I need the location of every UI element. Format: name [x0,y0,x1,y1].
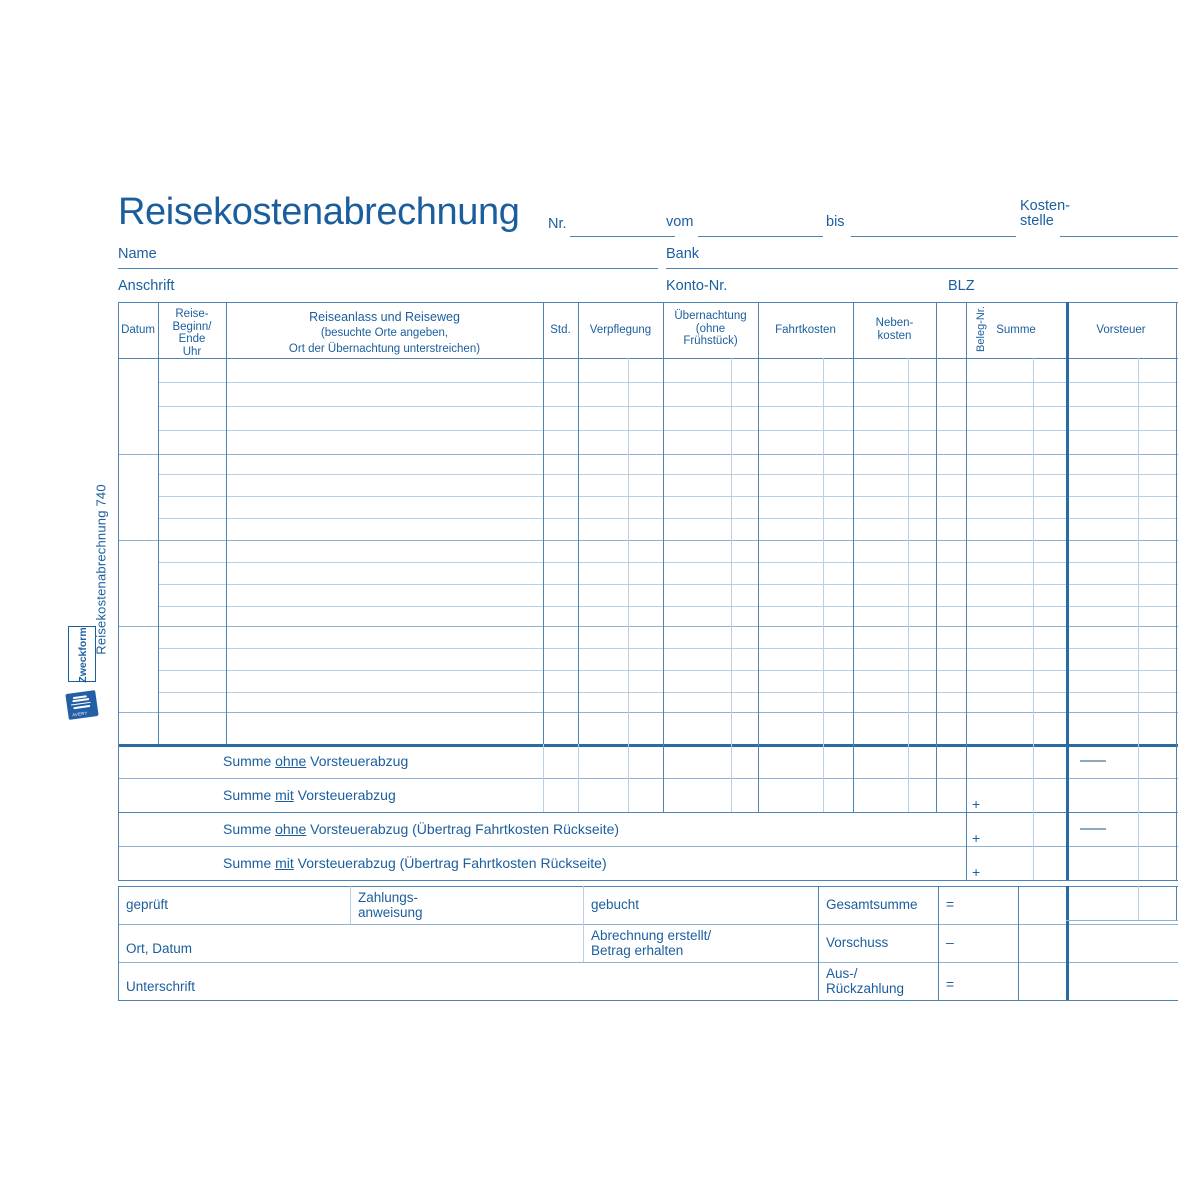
footer-label-geprueft: geprüft [126,897,169,912]
col-header-vorsteuer: Vorsteuer [1096,324,1146,336]
footer-col-op [938,886,939,1000]
footer-label-abrechnung: Abrechnung erstellt/ Betrag erhalten [591,928,712,958]
label-name: Name [118,246,157,262]
col-line-reise [226,302,227,744]
col-line-beleg [966,302,967,744]
row-line-sub-7 [158,648,1178,649]
footer-col-right [1176,886,1177,920]
row-line-mid-4 [158,670,1178,671]
row-line-sub-6 [158,606,1178,607]
summary-operator-4: + [972,864,981,880]
col-line-uebernachtung [758,302,759,744]
col-line-uebernachtung-cent [731,358,732,744]
col-header-uebernachtung: Übernachtung (ohne Frühstück) [674,310,747,347]
rule-vom [698,236,823,237]
vorsteuer-dash-row-3 [1080,828,1106,830]
summary-col-verpflegung-cent [628,744,629,812]
col-line-verpflegung-cent [628,358,629,744]
summary-col-verpflegung-a [578,744,579,812]
summary-line-1 [118,778,1178,779]
row-line-sub-8 [158,692,1178,693]
spine-title: Reisekostenabrechnung 740 [93,484,109,655]
footer-label-ort-datum: Ort, Datum [126,941,193,956]
label-bis: bis [826,214,845,230]
label-bank: Bank [666,246,700,262]
col-line-summe [1066,302,1069,744]
col-line-anlass [543,302,544,744]
summary-col-verpflegung [663,744,664,812]
label-blz: BLZ [948,278,975,294]
footer-label-unterschrift: Unterschrift [126,979,196,994]
avery-logo-icon [65,690,98,720]
row-line-sub-5 [158,562,1178,563]
kostenstelle-line1: Kosten- [1020,198,1070,214]
summary-col-nebenkosten [936,744,937,812]
col-line-std [578,302,579,744]
summary-operator-3: + [972,830,981,846]
row-line-major-2 [118,540,1178,541]
summary-row-label-1: Summe ohne Vorsteuerabzug [223,753,409,769]
zweckform-logo-box [68,626,96,682]
avery-wordmark: AVERY [71,710,88,718]
summary-col-std [543,744,544,812]
label-anschrift: Anschrift [118,278,175,294]
summary-col-beleg [966,744,967,880]
footer-label-zahlungsanweisung: Zahlungs- anweisung [358,890,423,920]
footer-col-zahlung [350,886,351,924]
rule-kostenstelle [1060,236,1178,237]
col-line-fahrtkosten-cent [823,358,824,744]
summary-line-4 [118,880,1178,881]
label-nr: Nr. [548,216,567,232]
footer-col-left [118,886,119,1000]
spine-branding [62,430,108,740]
col-line-verpflegung [663,302,664,744]
summary-line-2 [118,812,1178,813]
vorsteuer-dash-row-1 [1080,760,1106,762]
col-line-vorsteuer-cent [1138,358,1139,744]
col-header-std: Std. [550,324,571,336]
col-header-fahrtkosten: Fahrtkosten [775,324,836,336]
table-top-border [118,302,1178,303]
col-header-anlass: Reiseanlass und Reiseweg (besuchte Orte angeben, Ort der Übernachtung unterstreichen) [288,310,481,355]
col-header-nebenkosten: Neben- kosten [875,317,914,342]
footer-bottom-border [118,1000,1178,1001]
footer-col-summe [1066,886,1069,1000]
footer-col-gebucht [583,886,584,962]
fan-glyph [70,695,92,711]
col-line-nebenkosten [936,302,937,744]
summary-top-border [118,744,1178,747]
footer-label-gesamtsumme: Gesamtsumme [826,897,918,912]
footer-label-auszahlung: Aus-/ Rückzahlung [826,966,905,996]
col-line-right [1176,302,1177,744]
summary-line-3 [118,846,1178,847]
col-header-datum: Datum [121,324,155,336]
rule-bis [851,236,1016,237]
row-line-major-4 [118,712,1178,713]
row-line-mid-2 [158,496,1178,497]
row-line-mid-3 [158,584,1178,585]
rule-nr [570,236,675,237]
col-line-summe-cent [1033,358,1034,744]
summary-row-label-4: Summe mit Vorsteuerabzug (Übertrag Fahrtkosten Rückseite) [223,855,607,871]
summary-col-left [118,744,119,880]
summary-col-vorsteuer-cent [1138,744,1139,880]
zweckform-logo-text: Zweckform [77,627,89,683]
summary-col-summe-cent [1033,744,1034,880]
summary-col-uebernachtung-cent [731,744,732,812]
summary-col-uebernachtung [758,744,759,812]
footer-col-totals [818,886,819,1000]
col-line-datum [158,302,159,744]
form-header [118,192,1178,302]
summary-row-label-2: Summe mit Vorsteuerabzug [223,787,396,803]
footer-col-amount [1018,886,1019,1000]
row-line-sub-1 [158,382,1178,383]
col-header-summe: Summe [996,324,1036,336]
row-line-sub-2 [158,430,1178,431]
table-header-bottom [118,358,1178,359]
footer-col-vorsteuer-cent [1138,886,1139,920]
footer-op-vorschuss: – [946,934,954,950]
row-line-sub-4 [158,518,1178,519]
footer-op-gesamtsumme: = [946,896,955,912]
summary-col-summe [1066,744,1069,880]
row-line-sub-3 [158,474,1178,475]
summary-row-label-3: Summe ohne Vorsteuerabzug (Übertrag Fahrtkosten Rückseite) [223,821,620,837]
rule-name [118,268,658,269]
row-line-major-3 [118,626,1178,627]
summary-col-right [1176,744,1177,880]
label-kostenstelle [1020,199,1070,229]
col-line-nebenkosten-cent [908,358,909,744]
row-line-major-1 [118,454,1178,455]
col-header-reise: Reise- Beginn/ Ende Uhr [172,308,212,358]
row-line-mid-1 [158,406,1178,407]
kostenstelle-line2: stelle [1020,213,1054,229]
summary-col-neben-cent [908,744,909,812]
footer-label-vorschuss: Vorschuss [826,935,889,950]
label-vom: vom [666,214,694,230]
summary-col-fahrtkosten [853,744,854,812]
col-header-beleg-nr: Beleg-Nr. [975,306,987,352]
col-line-fahrtkosten [853,302,854,744]
footer-label-gebucht: gebucht [591,897,640,912]
footer-vorsteuer-line [1066,920,1178,921]
footer-op-auszahlung: = [946,976,955,992]
col-header-verpflegung: Verpflegung [589,324,652,336]
col-line-left [118,302,119,744]
page-title: Reisekostenabrechnung [118,191,520,233]
summary-col-fahrt-cent [823,744,824,812]
rule-bank [666,268,1178,269]
label-konto: Konto-Nr. [666,278,728,294]
summary-operator-2: + [972,796,981,812]
